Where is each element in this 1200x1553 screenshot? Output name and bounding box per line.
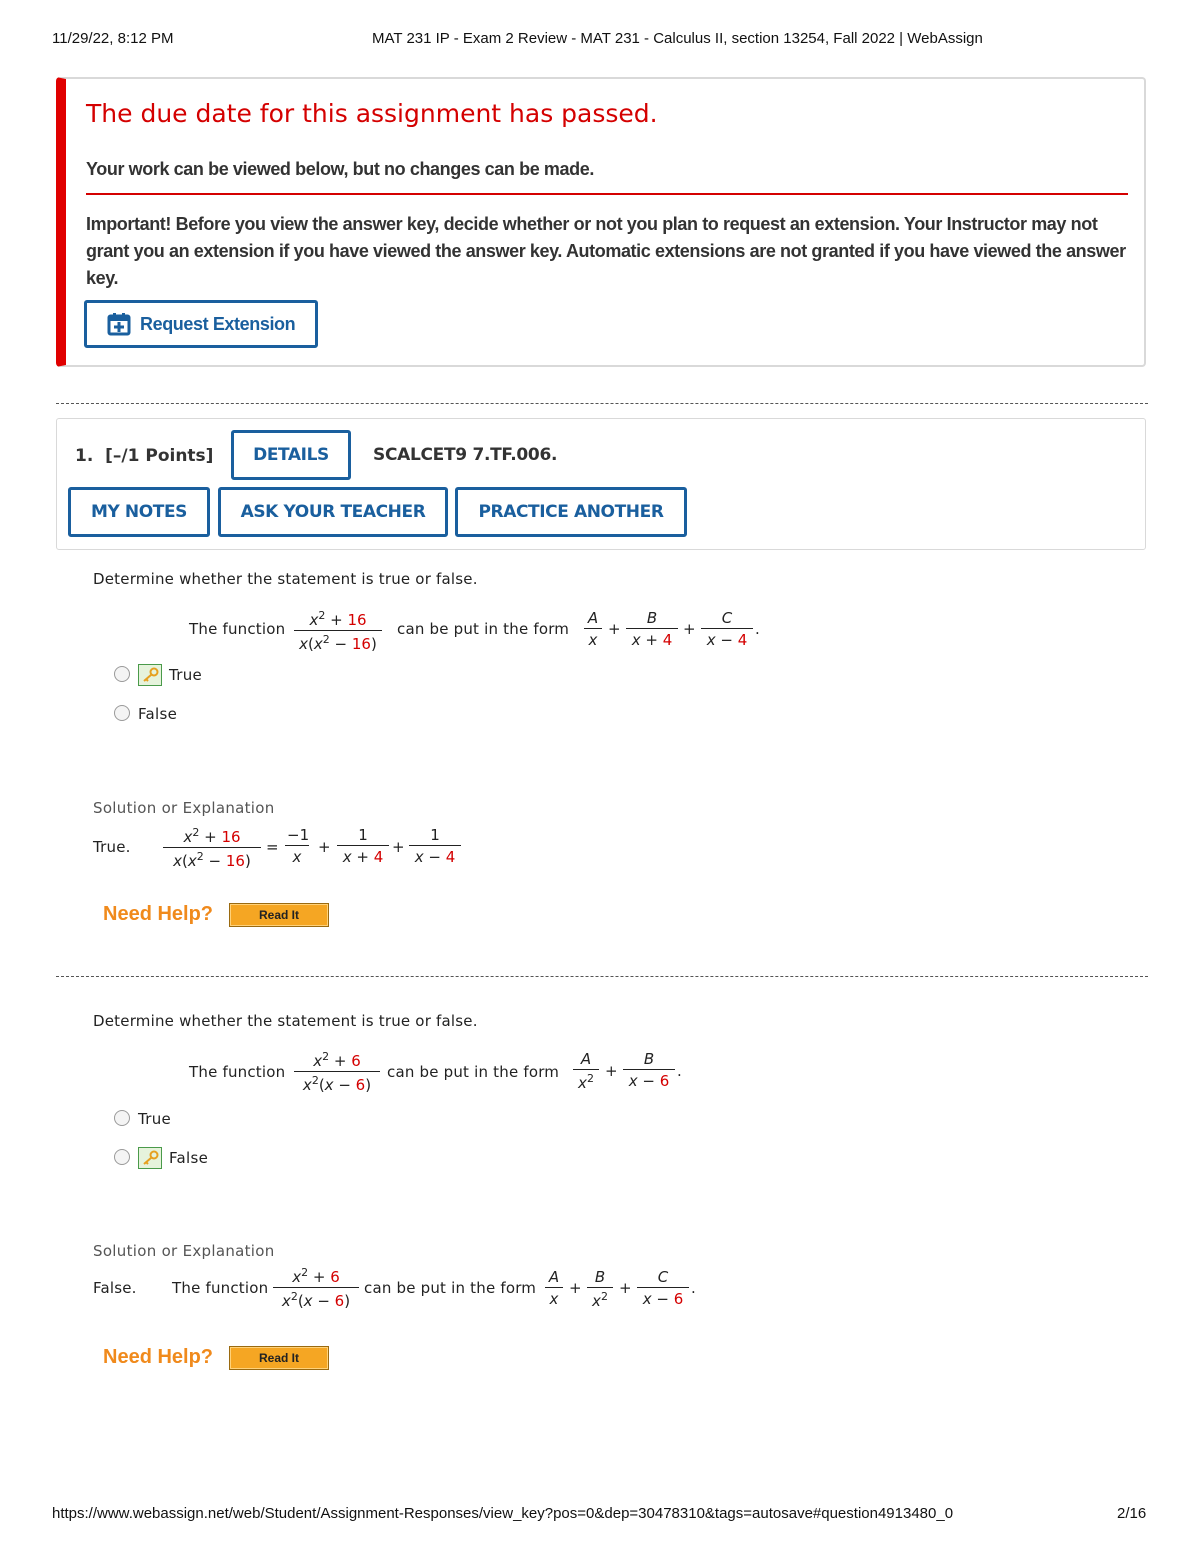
part2-solution-middle: can be put in the form	[364, 1279, 537, 1297]
part2-read-it-button[interactable]: Read It	[229, 1346, 329, 1370]
my-notes-button[interactable]: MY NOTES	[68, 487, 210, 537]
part1-statement-middle: can be put in the form	[397, 620, 570, 638]
question-code: SCALCET9 7.TF.006.	[373, 445, 558, 465]
part2-solution-prefix: The function	[172, 1279, 269, 1297]
question-number: 1. [–/1 Points]	[75, 446, 214, 466]
part2-option-true: True	[138, 1110, 172, 1128]
part2-option-false: False	[169, 1149, 209, 1167]
ask-your-teacher-button[interactable]: ASK YOUR TEACHER	[218, 487, 448, 537]
correct-key-icon	[138, 1147, 162, 1169]
part2-prompt: Determine whether the statement is true or false.	[93, 1012, 478, 1030]
question-points: [–/1 Points]	[105, 446, 214, 466]
section-divider	[56, 976, 1148, 977]
part1-radio-true[interactable]	[114, 666, 130, 682]
part2-solution-answer: False.	[93, 1279, 137, 1297]
print-datetime: 11/29/22, 8:12 PM	[52, 30, 174, 47]
part2-radio-true[interactable]	[114, 1110, 130, 1126]
part1-option-true: True	[169, 666, 203, 684]
important-label: Important!	[86, 214, 171, 234]
alert-divider	[86, 193, 1128, 195]
section-divider	[56, 403, 1148, 404]
alert-important-note	[86, 211, 1131, 292]
part2-need-help: Need Help?	[103, 1346, 214, 1368]
calendar-plus-icon	[107, 312, 131, 336]
part1-prompt: Determine whether the statement is true or false.	[93, 570, 478, 588]
part1-solution-heading: Solution or Explanation	[93, 799, 275, 817]
part1-need-help: Need Help?	[103, 903, 214, 925]
part1-option-false: False	[138, 705, 178, 723]
correct-key-icon	[138, 664, 162, 686]
details-tab[interactable]: DETAILS	[231, 430, 351, 480]
part2-statement-prefix: The function	[189, 1063, 286, 1081]
due-date-alert	[56, 77, 1146, 367]
request-extension-button[interactable]	[84, 300, 318, 348]
part1-statement-prefix: The function	[189, 620, 286, 638]
print-page-title: MAT 231 IP - Exam 2 Review - MAT 231 - Calculus II, section 13254, Fall 2022 | WebAssign	[372, 30, 983, 47]
part1-read-it-button[interactable]: Read It	[229, 903, 329, 927]
part2-statement-middle: can be put in the form	[387, 1063, 560, 1081]
alert-title: The due date for this assignment has passed.	[86, 99, 658, 128]
print-url: https://www.webassign.net/web/Student/Assignment-Responses/view_key?pos=0&dep=30478310&tags=autosave#question4913480_0	[52, 1505, 954, 1522]
alert-subtitle: Your work can be viewed below, but no changes can be made.	[86, 159, 594, 179]
important-text: Before you view the answer key, decide whether or not you plan to request an extension. Your Instructor may not grant you an extension if you have viewed the answer key. Automatic extensions are not granted if you have viewed the answer key.	[86, 214, 1126, 288]
request-extension-label: Request Extension	[140, 313, 296, 334]
practice-another-button[interactable]: PRACTICE ANOTHER	[455, 487, 687, 537]
part1-radio-false[interactable]	[114, 705, 130, 721]
part2-solution-heading: Solution or Explanation	[93, 1242, 275, 1260]
part1-solution-answer: True.	[93, 838, 131, 856]
print-page-number: 2/16	[1117, 1505, 1147, 1522]
question-header	[56, 418, 1146, 550]
part2-radio-false[interactable]	[114, 1149, 130, 1165]
